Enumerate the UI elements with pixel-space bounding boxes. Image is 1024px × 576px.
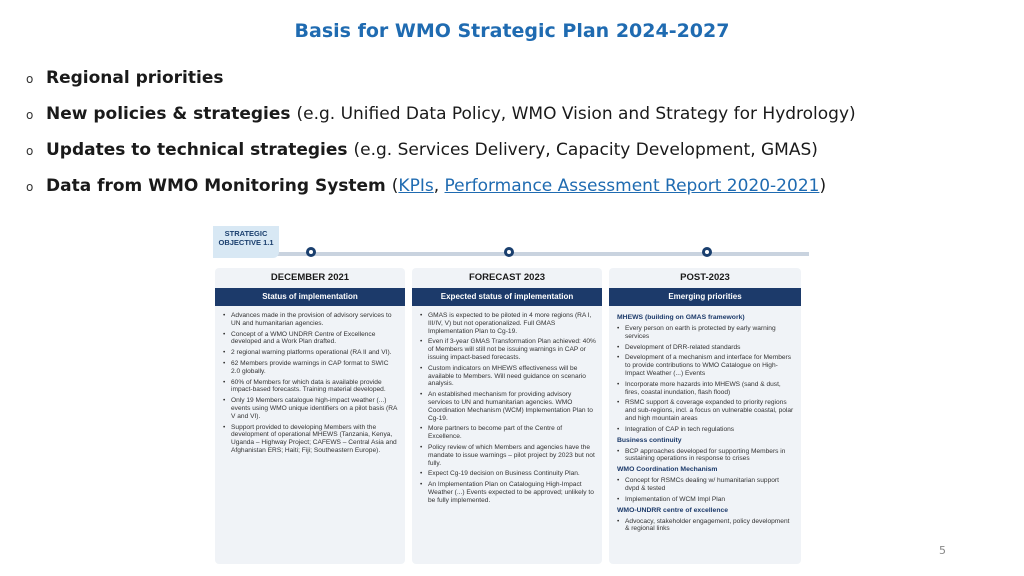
list-item-text: GMAS is expected to be piloted in 4 more regions (RA I, III/IV, V) but not operationalized. Full GMAS Implementation Plan to Cg-19. — [428, 312, 592, 335]
column-post-2023 — [609, 268, 801, 564]
list-item — [223, 331, 399, 347]
bullet-heading: Updates to technical strategies — [46, 140, 348, 160]
list-item — [617, 325, 795, 341]
bullet-dot: • — [420, 443, 423, 451]
section-heading: Business continuity — [617, 436, 682, 444]
close-paren: ) — [819, 176, 827, 196]
list-item — [420, 365, 596, 388]
list-item-text: BCP approaches developed for supporting Members in sustaining operations in response to crises — [625, 447, 786, 463]
bullet-marker: o — [26, 72, 34, 86]
column-forecast-2023 — [412, 268, 602, 564]
list-item-text: Support provided to developing Members with the development of operational MHEWS (Tanzania, Kenya, Uganda – Highway Project; CAFEWS – Central Asia and Afghanistan ERS; Haiti; Fiji; Southeastern Europe). — [231, 423, 397, 454]
bullet-dot: • — [617, 325, 620, 332]
bullet-dot: • — [617, 354, 620, 362]
bullet-marker: o — [26, 180, 34, 194]
column-subheader: Expected status of implementation — [412, 288, 602, 306]
list-item — [420, 312, 596, 335]
bullet-dot: • — [223, 397, 226, 405]
bullet-dot: • — [223, 423, 226, 431]
list-item — [420, 444, 596, 467]
section-heading: WMO-UNDRR centre of excellence — [617, 506, 729, 514]
bullet-heading: New policies & strategies — [46, 104, 291, 124]
list-item — [223, 397, 399, 420]
bullet-regional-priorities — [26, 68, 1006, 104]
bullet-dot: • — [617, 447, 620, 455]
list-item-text: Every person on earth is protected by early warning services — [625, 325, 776, 340]
list-item — [617, 381, 795, 397]
timeline-dot — [306, 247, 316, 257]
list-item — [617, 344, 795, 352]
list-item-text: Advances made in the provision of advisory services to UN and humanitarian agencies. — [231, 312, 392, 327]
list-item — [223, 312, 399, 328]
list-item-text: 2 regional warning platforms operational (RA II and VI). — [231, 349, 392, 357]
list-item-text: More partners to become part of the Centre of Excellence. — [428, 425, 563, 441]
bullet-monitoring-system — [26, 176, 1006, 212]
list-item-text: Expect Cg-19 decision on Business Continuity Plan. — [428, 470, 580, 478]
section-heading: MHEWS (building on GMAS framework) — [617, 314, 745, 321]
bullet-detail: (e.g. Unified Data Policy, WMO Vision and Strategy for Hydrology) — [296, 104, 856, 124]
column-header: DECEMBER 2021 — [270, 272, 350, 283]
list-item — [420, 481, 596, 504]
list-item-text: RSMC support & coverage expanded to priority regions and sub-regions, incl. a focus on vulnerable coastal, polar and high mountain areas — [625, 399, 794, 422]
bullet-dot: • — [420, 425, 423, 433]
bullet-dot: • — [420, 338, 423, 346]
bullet-dot: • — [420, 364, 423, 372]
list-item-text: Policy review of which Members and agencies have the mandate to issue warnings – pilot project by 2023 but not fully. — [428, 443, 595, 467]
list-item-text: An Implementation Plan on Cataloguing High-Impact Weather (...) Events expected to be approved; unlikely to be fully implemented. — [428, 481, 594, 504]
list-item — [420, 470, 596, 478]
bullet-list — [26, 68, 1006, 212]
list-item-text: An established mechanism for providing advisory services to UN and humanitarian agencies. WMO Coordination Mechanism (WCM) Implementation Plan to Cg-19. — [428, 391, 593, 422]
bullet-marker: o — [26, 108, 34, 122]
page-number: 5 — [939, 544, 946, 557]
list-item-text: Development of DRR-related standards — [625, 343, 741, 351]
list-item-text: Only 19 Members catalogue high-impact weather (...) events using WMO unique identifiers on a pilot basis (RA V and VI). — [231, 397, 398, 420]
list-item-text: Implementation of WCM Impl Plan — [625, 495, 726, 503]
list-item — [223, 379, 399, 395]
list-item-text: Even if 3-year GMAS Transformation Plan achieved: 40% of Members will still not be issuing warnings in CAP or issuing impact-based forecasts. — [428, 338, 596, 361]
list-item — [223, 349, 399, 357]
bullet-technical-strategies — [26, 140, 1006, 176]
list-item — [617, 426, 795, 434]
list-item-text: Development of a mechanism and interface for Members to provide contributions to WMO Catalogue on High-Impact Weather (...) Events — [625, 354, 792, 377]
column-subheader: Status of implementation — [215, 288, 405, 306]
strategic-objective-figure — [213, 226, 809, 566]
list-item — [223, 424, 399, 455]
bullet-dot: • — [223, 378, 226, 386]
timeline-dot — [504, 247, 514, 257]
bullet-dot: • — [420, 481, 423, 489]
list-item — [420, 425, 596, 441]
column-header: POST-2023 — [680, 272, 730, 283]
column-body — [609, 306, 801, 533]
list-item — [617, 518, 795, 534]
list-item — [617, 496, 795, 504]
bullet-dot: • — [223, 330, 226, 338]
list-item-text: Custom indicators on MHEWS effectiveness will be available to Members. Will need guidance on scenario analysis. — [428, 364, 586, 388]
list-item-text: Concept for RSMCs dealing w/ humanitarian support dvpd & tested — [625, 477, 779, 492]
bullet-dot: • — [617, 495, 620, 503]
bullet-detail: (e.g. Services Delivery, Capacity Development, GMAS) — [353, 140, 818, 160]
list-item — [617, 399, 795, 422]
timeline-dot — [702, 247, 712, 257]
open-paren: ( — [391, 176, 399, 196]
list-item — [617, 477, 795, 493]
bullet-dot: • — [223, 312, 226, 319]
performance-report-link[interactable]: Performance Assessment Report 2020-2021 — [444, 176, 820, 196]
list-item — [617, 354, 795, 377]
bullet-dot: • — [223, 359, 226, 367]
column-december-2021 — [215, 268, 405, 564]
bullet-dot: • — [617, 343, 620, 351]
list-item — [223, 360, 399, 376]
bullet-dot: • — [420, 391, 423, 399]
bullet-dot: • — [617, 399, 620, 407]
list-item — [420, 338, 596, 361]
list-item — [420, 391, 596, 422]
section-heading: WMO Coordination Mechanism — [617, 466, 718, 474]
kpis-link[interactable]: KPIs — [398, 176, 434, 196]
column-header: FORECAST 2023 — [468, 272, 546, 283]
bullet-dot: • — [617, 517, 620, 525]
bullet-dot: • — [420, 470, 423, 478]
bullet-marker: o — [26, 144, 34, 158]
slide-title: Basis for WMO Strategic Plan 2024-2027 — [294, 20, 730, 42]
column-body — [215, 306, 405, 455]
list-item-text: Integration of CAP in tech regulations — [625, 425, 735, 433]
column-body — [412, 306, 602, 505]
list-item — [617, 448, 795, 464]
bullet-dot: • — [617, 477, 620, 485]
bullet-heading: Data from WMO Monitoring System — [46, 176, 386, 196]
strategic-objective-tab: STRATEGIC OBJECTIVE 1.1 — [213, 226, 279, 258]
bullet-dot: • — [617, 425, 620, 433]
column-subheader: Emerging priorities — [609, 288, 801, 306]
list-item-text: 62 Members provide warnings in CAP format to SWIC 2.0 globally. — [231, 359, 389, 375]
list-item-text: 60% of Members for which data is available provide impact-based forecasts. Training material developed. — [231, 378, 386, 394]
bullet-new-policies — [26, 104, 1006, 140]
list-item-text: Incorporate more hazards into MHEWS (sand & dust, fires, coastal inundation, flash flood) — [625, 380, 781, 396]
bullet-heading: Regional priorities — [46, 68, 224, 88]
bullet-dot: • — [420, 312, 423, 319]
list-item-text: Advocacy, stakeholder engagement, policy development & regional links — [625, 517, 790, 533]
bullet-dot: • — [223, 349, 226, 357]
bullet-dot: • — [617, 380, 620, 388]
list-item-text: Concept of a WMO UNDRR Centre of Excellence developed and a Work Plan drafted. — [231, 330, 376, 346]
comma: , — [433, 176, 440, 196]
